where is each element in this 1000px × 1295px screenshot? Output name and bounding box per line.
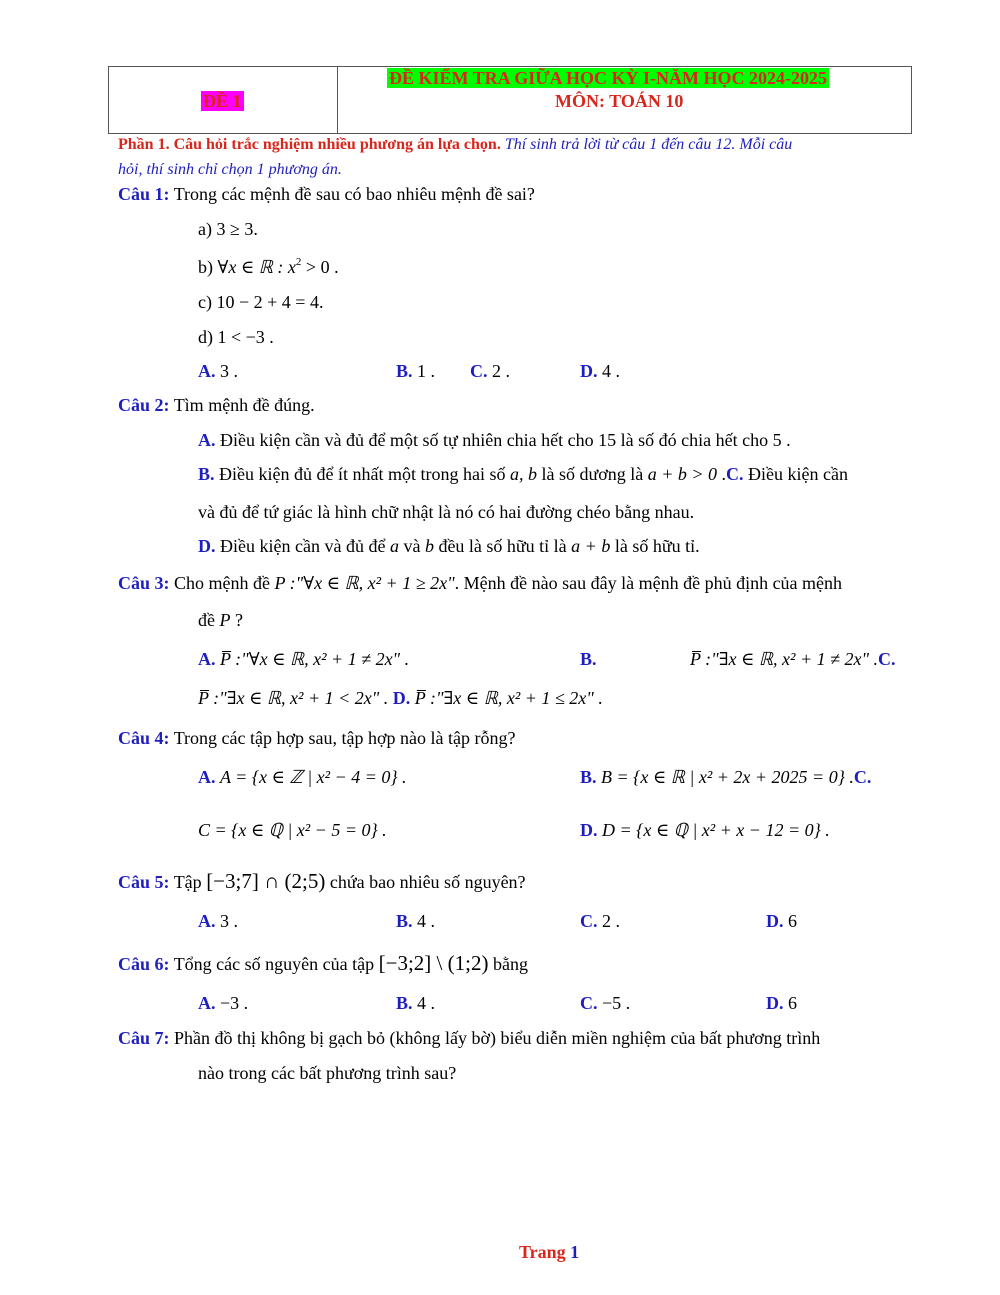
option-value: P̅ :"∀x ∈ ℝ, x² + 1 ≠ 2x" . xyxy=(220,649,410,669)
page-number: 1 xyxy=(570,1242,580,1262)
question-text: Trong các mệnh đề sau có bao nhiêu mệnh đề sai? xyxy=(169,184,535,204)
exam-subject: MÔN: TOÁN 10 xyxy=(555,91,684,111)
option-value: 2 . xyxy=(487,361,510,381)
option-value: 1 . xyxy=(412,361,436,381)
question-text: ? xyxy=(230,610,243,630)
q5-option-d[interactable] xyxy=(766,911,797,932)
option-value: −3 . xyxy=(215,993,249,1013)
option-value: 4 . xyxy=(597,361,620,381)
q2-option-c-text: Điều kiện cần xyxy=(743,464,848,484)
option-key: A. xyxy=(198,649,216,669)
option-value: 4 . xyxy=(412,993,436,1013)
question-7 xyxy=(118,1028,820,1049)
option-math: a + b xyxy=(571,536,611,556)
q1-statement-b: b) ∀x ∈ ℝ : $x^2 > 0$ . xyxy=(198,256,339,277)
question-proposition: P :"∀x ∈ ℝ, x² + 1 ≥ 2x" xyxy=(274,573,455,593)
q3-option-a[interactable] xyxy=(198,649,409,670)
q2-option-c-cont: và đủ để tứ giác là hình chữ nhật là nó có hai đường chéo bằng nhau. xyxy=(198,502,695,522)
exam-code: ĐỀ 1 xyxy=(203,91,242,111)
q3-option-c[interactable] xyxy=(198,688,603,709)
option-key: D. xyxy=(580,361,598,381)
q1-statement-d: d) 1 < −3 . xyxy=(198,327,274,347)
question-text: chứa bao nhiêu số nguyên? xyxy=(325,872,526,892)
q3-option-b[interactable] xyxy=(690,649,896,670)
question-math: [−3;7] ∩ (2;5) xyxy=(206,869,326,893)
question-label: Câu 5: xyxy=(118,872,170,892)
q4-option-d[interactable] xyxy=(580,820,830,841)
question-label: Câu 7: xyxy=(118,1028,170,1048)
q2-option-d[interactable] xyxy=(198,536,700,557)
q6-option-d[interactable] xyxy=(766,993,797,1014)
option-value: 6 xyxy=(783,911,797,931)
question-label: Câu 2: xyxy=(118,395,170,415)
q1-option-c[interactable] xyxy=(470,361,510,382)
option-text: . xyxy=(717,464,727,484)
option-value: 6 xyxy=(783,993,797,1013)
question-math: [−3;2] \ (1;2) xyxy=(378,951,489,975)
option-value: P̅ :"∃x ∈ ℝ, x² + 1 < 2x" . xyxy=(198,688,389,708)
q1-option-a[interactable] xyxy=(198,361,238,382)
option-key: B. xyxy=(396,993,413,1013)
exam-title: ĐỀ KIỂM TRA GIỮA HỌC KỲ I-NĂM HỌC 2024-2025 xyxy=(389,68,828,88)
option-key: A. xyxy=(198,361,216,381)
question-text: bằng xyxy=(488,954,528,974)
question-6 xyxy=(118,951,528,976)
part1-instruction: Thí sinh trả lời từ câu 1 đến câu 12. Mỗi câu xyxy=(500,136,793,153)
option-value: 3 . xyxy=(215,361,238,381)
option-text: Điều kiện cần và đủ để xyxy=(215,536,390,556)
question-text: Tìm mệnh đề đúng. xyxy=(169,395,315,415)
option-value: B = {x ∈ ℝ | x² + 2x + 2025 = 0} . xyxy=(601,767,854,787)
option-text: Điều kiện đủ để ít nhất một trong hai số xyxy=(214,464,510,484)
question-1 xyxy=(118,184,535,205)
question-label: Câu 6: xyxy=(118,954,170,974)
option-key: B. xyxy=(396,361,413,381)
option-value: 3 . xyxy=(215,911,238,931)
option-math: a xyxy=(389,536,399,556)
q4-option-c-key[interactable]: C. xyxy=(853,767,872,787)
q6-option-b[interactable] xyxy=(396,993,435,1014)
option-key: C. xyxy=(580,993,598,1013)
option-key: A. xyxy=(198,430,216,450)
q3-option-d-key[interactable]: D. xyxy=(392,688,411,708)
q2-option-c-key[interactable]: C. xyxy=(726,464,744,484)
question-text: đề xyxy=(198,610,220,630)
option-key: A. xyxy=(198,767,216,787)
option-value: A = {x ∈ ℤ | x² − 4 = 0} . xyxy=(220,767,407,787)
q1-statement-c: c) 10 − 2 + 4 = 4. xyxy=(198,292,324,312)
question-label: Câu 4: xyxy=(118,728,170,748)
option-text: và xyxy=(398,536,425,556)
question-4 xyxy=(118,728,515,749)
option-text: là số dương là xyxy=(536,464,648,484)
q2-option-a[interactable] xyxy=(198,430,791,451)
q1-statement-a: a) 3 ≥ 3. xyxy=(198,219,258,239)
q1-option-b[interactable] xyxy=(396,361,435,382)
question-3-cont xyxy=(198,610,243,631)
option-key: B. xyxy=(580,767,597,787)
q3-option-c-key[interactable]: C. xyxy=(878,649,896,669)
footer-label: Trang xyxy=(519,1242,566,1262)
question-label: Câu 3: xyxy=(118,573,170,593)
q1-option-d[interactable] xyxy=(580,361,620,382)
question-text: . Mệnh đề nào sau đây là mệnh đề phủ định của mệnh xyxy=(454,573,843,593)
q2-option-b[interactable] xyxy=(198,464,848,485)
option-key: A. xyxy=(198,993,216,1013)
option-math: a, b xyxy=(509,464,537,484)
question-text: Tổng các số nguyên của tập xyxy=(169,954,379,974)
question-math: P xyxy=(219,610,231,630)
q5-option-c[interactable] xyxy=(580,911,620,932)
q6-option-a[interactable] xyxy=(198,993,248,1014)
option-key: D. xyxy=(766,911,784,931)
option-key: D. xyxy=(766,993,784,1013)
option-key: A. xyxy=(198,911,216,931)
q4-option-c[interactable] xyxy=(198,820,387,841)
exam-code-cell xyxy=(201,91,244,112)
question-text: Tập xyxy=(169,872,207,892)
option-value: D = {x ∈ ℚ | x² + x − 12 = 0} . xyxy=(602,820,830,840)
question-2 xyxy=(118,395,315,416)
question-label: Câu 1: xyxy=(118,184,170,204)
part1-intro xyxy=(118,136,792,154)
q4-option-b[interactable] xyxy=(580,767,871,788)
q6-option-c[interactable] xyxy=(580,993,630,1014)
question-text: Phần đồ thị không bị gạch bỏ (không lấy bờ) biểu diễn miền nghiệm của bất phương trình xyxy=(169,1028,821,1048)
option-value: Điều kiện cần và đủ để một số tự nhiên chia hết cho 15 là số đó chia hết cho 5 . xyxy=(215,430,791,450)
option-value: −5 . xyxy=(597,993,631,1013)
q3-option-b-key[interactable] xyxy=(580,649,597,670)
q4-option-a[interactable] xyxy=(198,767,407,788)
option-value: P̅ :"∃x ∈ ℝ, x² + 1 ≠ 2x" . xyxy=(690,649,879,669)
option-key: B. xyxy=(198,464,215,484)
question-7-cont: nào trong các bất phương trình sau? xyxy=(198,1063,457,1083)
option-value: 2 . xyxy=(597,911,620,931)
q5-option-a[interactable] xyxy=(198,911,238,932)
option-math: b xyxy=(424,536,434,556)
option-key: B. xyxy=(396,911,413,931)
option-value: 4 . xyxy=(412,911,436,931)
option-text: là số hữu tỉ. xyxy=(610,536,700,556)
q1-b-prefix: b) xyxy=(198,257,218,277)
page-footer xyxy=(519,1242,579,1263)
q3-option-d-value: P̅ :"∃x ∈ ℝ, x² + 1 ≤ 2x" . xyxy=(414,688,603,708)
question-3 xyxy=(118,573,842,594)
option-key: D. xyxy=(198,536,216,556)
exam-title-cell xyxy=(387,68,829,89)
part1-instruction-cont: hỏi, thí sinh chỉ chọn 1 phương án. xyxy=(118,161,342,178)
option-key: D. xyxy=(580,820,598,840)
question-text: Cho mệnh đề xyxy=(169,573,275,593)
question-text: Trong các tập hợp sau, tập hợp nào là tập rỗng? xyxy=(169,728,516,748)
option-value: C = {x ∈ ℚ | x² − 5 = 0} . xyxy=(198,820,387,840)
header-divider xyxy=(337,67,338,133)
option-text: đều là số hữu tỉ là xyxy=(433,536,572,556)
option-math: a + b > 0 xyxy=(647,464,718,484)
question-5 xyxy=(118,869,526,894)
option-key: B. xyxy=(580,649,597,669)
option-key: C. xyxy=(580,911,598,931)
q1-b-suffix: > 0 . xyxy=(301,257,339,277)
q5-option-b[interactable] xyxy=(396,911,435,932)
header-table xyxy=(108,66,912,134)
part1-heading: Phần 1. Câu hỏi trắc nghiệm nhiều phương án lựa chọn. xyxy=(118,136,501,153)
q1-b-math: ∀x ∈ ℝ : x xyxy=(217,257,296,277)
option-key: C. xyxy=(470,361,488,381)
